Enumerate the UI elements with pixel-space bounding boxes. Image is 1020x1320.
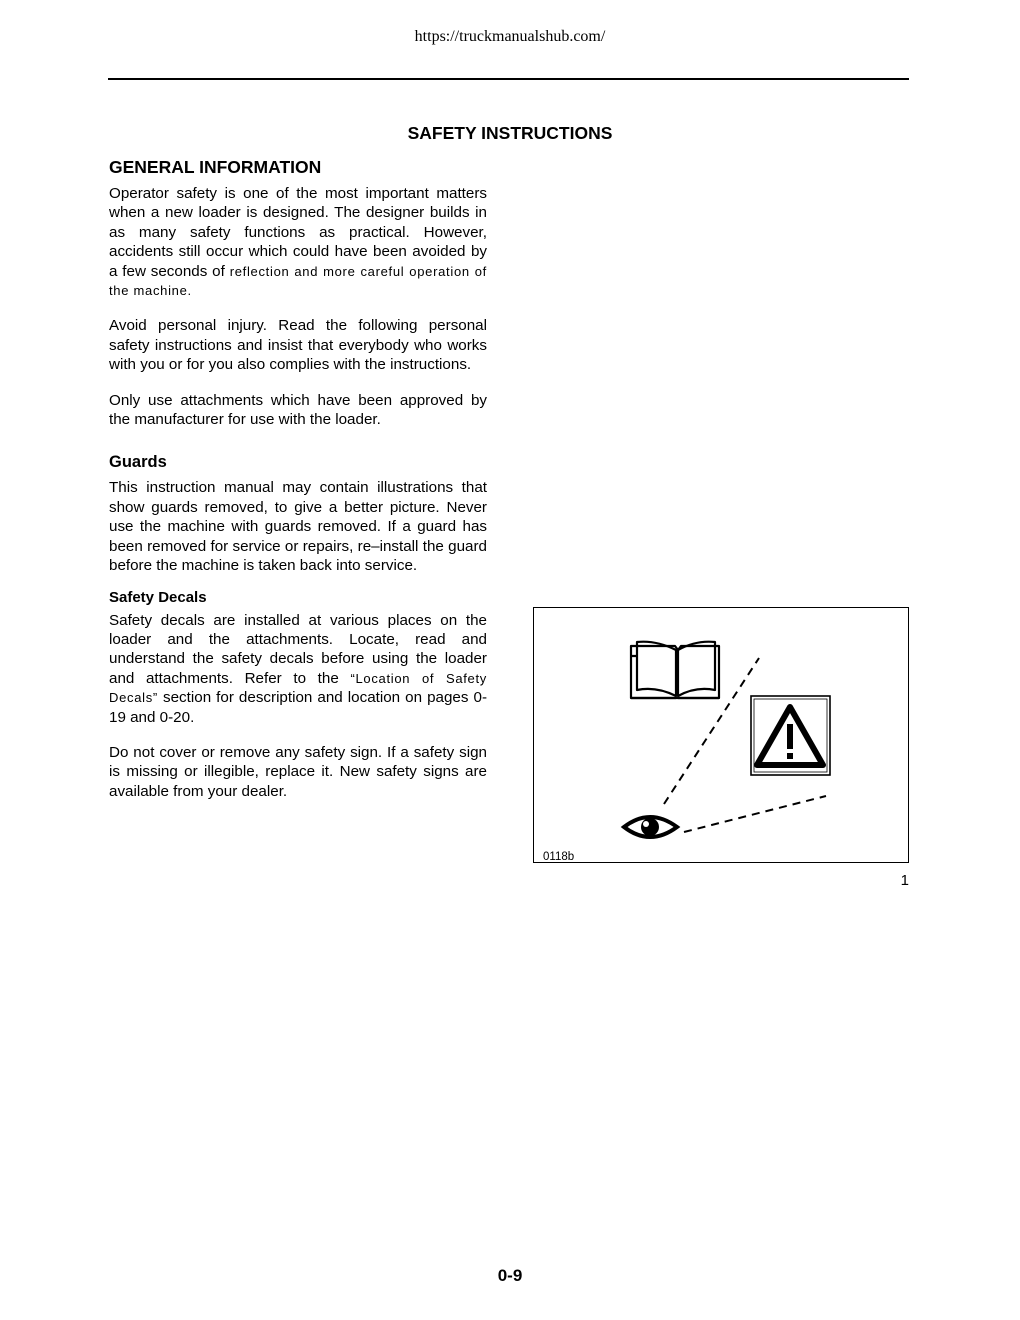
figure-number: 1 xyxy=(900,872,909,889)
warning-triangle-icon xyxy=(751,696,830,775)
decals-paragraph-1 xyxy=(109,611,487,727)
general-paragraph-1 xyxy=(109,184,487,300)
general-information-heading: GENERAL INFORMATION xyxy=(109,157,322,177)
page-title: SAFETY INSTRUCTIONS xyxy=(407,123,613,143)
general-paragraph-2: Avoid personal injury. Read the following personal safety instructions and insist that everybody who works with you or for you also complies with the instructions. xyxy=(109,317,487,374)
book-icon xyxy=(631,642,719,698)
figure-code: 0118b xyxy=(543,851,575,863)
general-paragraph-1-text: Operator safety is one of the most important matters when a new loader is designed. The designer builds in as many safety functions as practical. However, accidents still occur which could have been avoided by a few seconds of xyxy=(109,185,487,280)
decals-paragraph-1-text-a: Safety decals are installed at various places on the loader and the attachments. Locate, read and understand the safety decals before using the loader and attachments. Refer to the xyxy=(109,611,487,687)
general-paragraph-1-small-text: reflection and more careful operation of the machine. xyxy=(109,263,487,299)
header-rule xyxy=(108,78,909,80)
safety-figure-drawing xyxy=(534,608,910,864)
header-url: https://truckmanualshub.com/ xyxy=(414,28,606,45)
page-number: 0-9 xyxy=(497,1266,523,1285)
guards-heading: Guards xyxy=(109,453,167,472)
guards-paragraph: This instruction manual may contain illustrations that show guards removed, to give a better picture. Never use the machine with guards removed. If a guard has been removed for service or repairs, re–install the guard before the machine is taken back into service. xyxy=(109,479,487,575)
sight-line-lower xyxy=(684,796,826,832)
eye-icon xyxy=(624,817,677,837)
decals-paragraph-1-small-text: “Location of Safety Decals” xyxy=(109,670,488,706)
decals-paragraph-1-text-b: section for description and location on pages 0-19 and 0-20. xyxy=(109,689,487,726)
left-column xyxy=(109,157,487,817)
safety-decals-heading: Safety Decals xyxy=(109,588,207,606)
decals-paragraph-2: Do not cover or remove any safety sign. If a safety sign is missing or illegible, replace it. New safety signs are available from your dealer. xyxy=(109,743,487,800)
general-paragraph-3: Only use attachments which have been approved by the manufacturer for use with the loader. xyxy=(109,391,487,429)
safety-figure xyxy=(533,607,909,863)
